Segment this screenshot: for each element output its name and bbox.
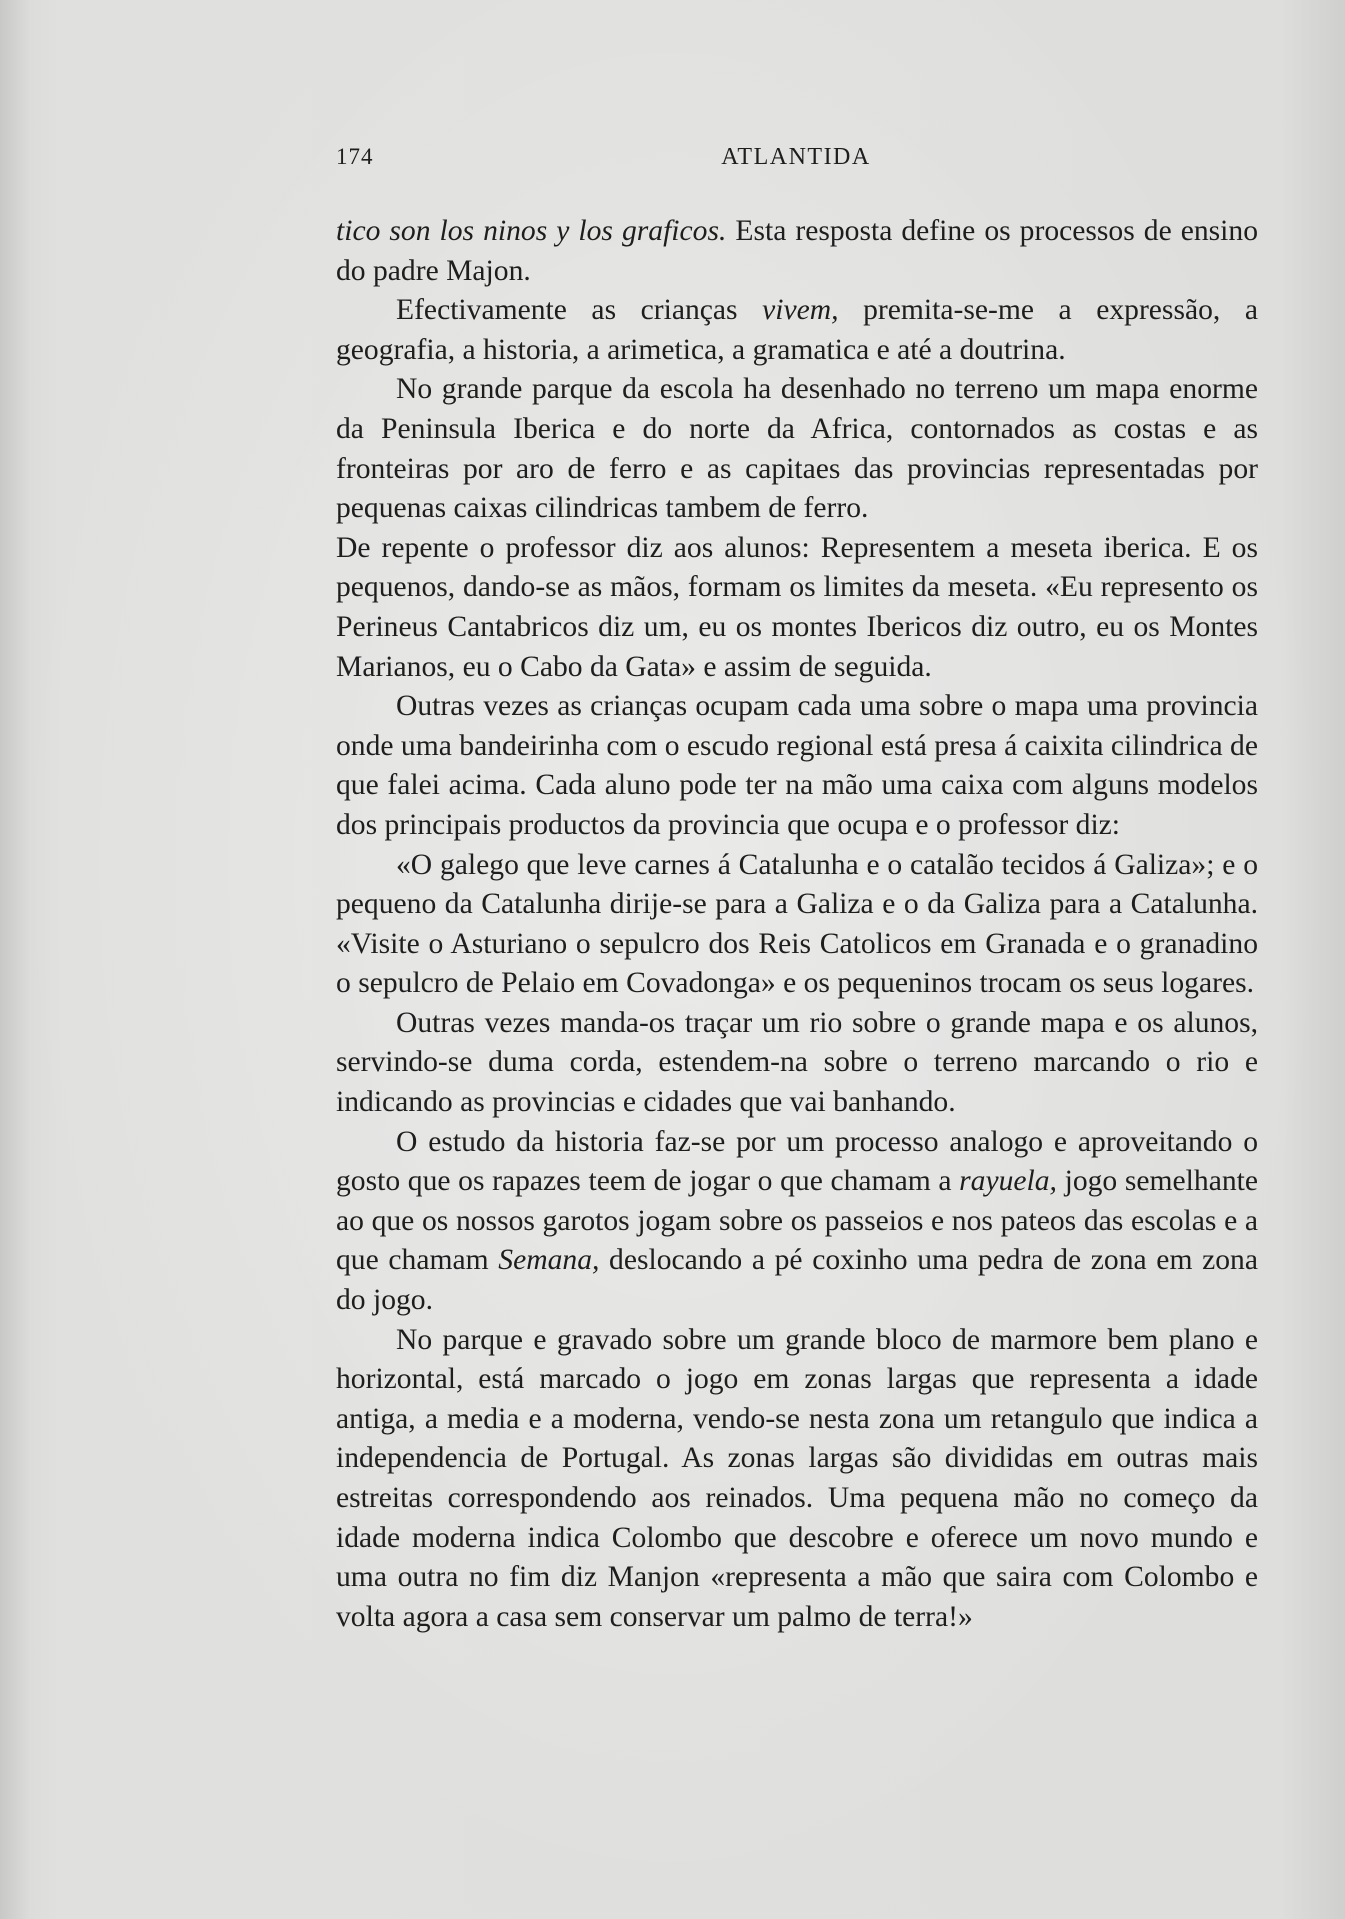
body-text — [336, 212, 1258, 1637]
running-title: ATLANTIDA — [721, 144, 871, 170]
text-run: tico son los ninos y los graficos. — [336, 215, 727, 247]
text-run: Efectivamente as crianças — [396, 294, 763, 327]
text-run: No parque e gravado sobre um grande bloco de marmore bem plano e horizontal, está marcado o jogo em zonas largas que representa a idade antiga, a media e a moderna, vendo-se nesta zona um retangulo que indica a independencia de Portugal. As zonas largas são divididas em outras mais estreitas correspondendo aos reinados. Uma pequena mão no começo da idade moderna indica Colombo que descobre e oferece um novo mundo e uma outra no fim diz Manjon «representa a mão que saira com Colombo e volta agora a casa sem conservar um palmo de terra!» — [336, 1323, 1258, 1633]
paragraph — [336, 212, 1258, 291]
text-run: O estudo da historia faz-se por um processo analogo e aproveitando o gosto que os rapazes teem de jogar o que chamam a — [336, 1125, 1258, 1198]
paragraph — [336, 370, 1258, 528]
text-run: Esta resposta define os processos de ensino do padre Majon. — [336, 215, 1258, 287]
paragraph — [336, 1321, 1258, 1638]
paragraph — [336, 846, 1258, 1004]
text-run: premita-se-me a expressão, a geografia, a historia, a arimetica, a gramatica e até a doutrina. — [336, 294, 1258, 366]
text-run: jogo semelhante ao que os nossos garotos jogam sobre os passeios e nos pateos das escolas e a que chamam — [336, 1165, 1258, 1277]
paragraph — [336, 687, 1258, 845]
text-run: deslocando a pé coxinho uma pedra de zona em zona do jogo. — [336, 1244, 1258, 1317]
text-run: Outras vezes as crianças ocupam cada uma sobre o mapa uma provincia onde uma bandeirinha com o escudo regional está presa á caixita cilindrica de que falei acima. Cada aluno pode ter na mão uma caixa com alguns modelos dos principais productos da provincia que ocupa e o professor diz: — [336, 690, 1258, 841]
paragraph — [336, 1004, 1258, 1123]
text-run: «O galego que leve carnes á Catalunha e o catalão tecidos á Galiza»; e o pequeno da Catalunha dirije-se para a Galiza e o da Galiza para a Catalunha. «Visite o Asturiano o sepulcro dos Reis Catolicos em Granada e o granadino o sepulcro de Pelaio em Covadonga» e os pequeninos trocam os seus logares. — [336, 848, 1258, 1000]
page-header — [336, 144, 1260, 178]
text-run: rayuela, — [959, 1165, 1057, 1198]
text-run: De repente o professor diz aos alunos: Representem a meseta iberica. E os pequenos, dando-se as mãos, formam os limites da meseta. «Eu represento os Perineus Cantabricos diz um, eu os montes Ibericos diz outro, eu os Montes Marianos, eu o Cabo da Gata» e assim de seguida. — [336, 531, 1258, 683]
page-number: 174 — [336, 144, 374, 169]
text-run: vivem, — [762, 294, 839, 327]
paragraph — [336, 291, 1258, 370]
text-run: No grande parque da escola ha desenhado no terreno um mapa enorme da Peninsula Iberica e do norte da Africa, contornados as costas e as fronteiras por aro de ferro e as capitaes das provincias representadas por pequenas caixas cilindricas tambem de ferro. — [336, 373, 1258, 525]
text-run: Semana, — [498, 1244, 600, 1277]
paragraph — [336, 1123, 1258, 1321]
text-run: Outras vezes manda-os traçar um rio sobre o grande mapa e os alunos, servindo-se duma corda, estendem-na sobre o terreno marcando o rio e indicando as provincias e cidades que vai banhando. — [336, 1006, 1258, 1119]
paragraph — [336, 529, 1258, 687]
